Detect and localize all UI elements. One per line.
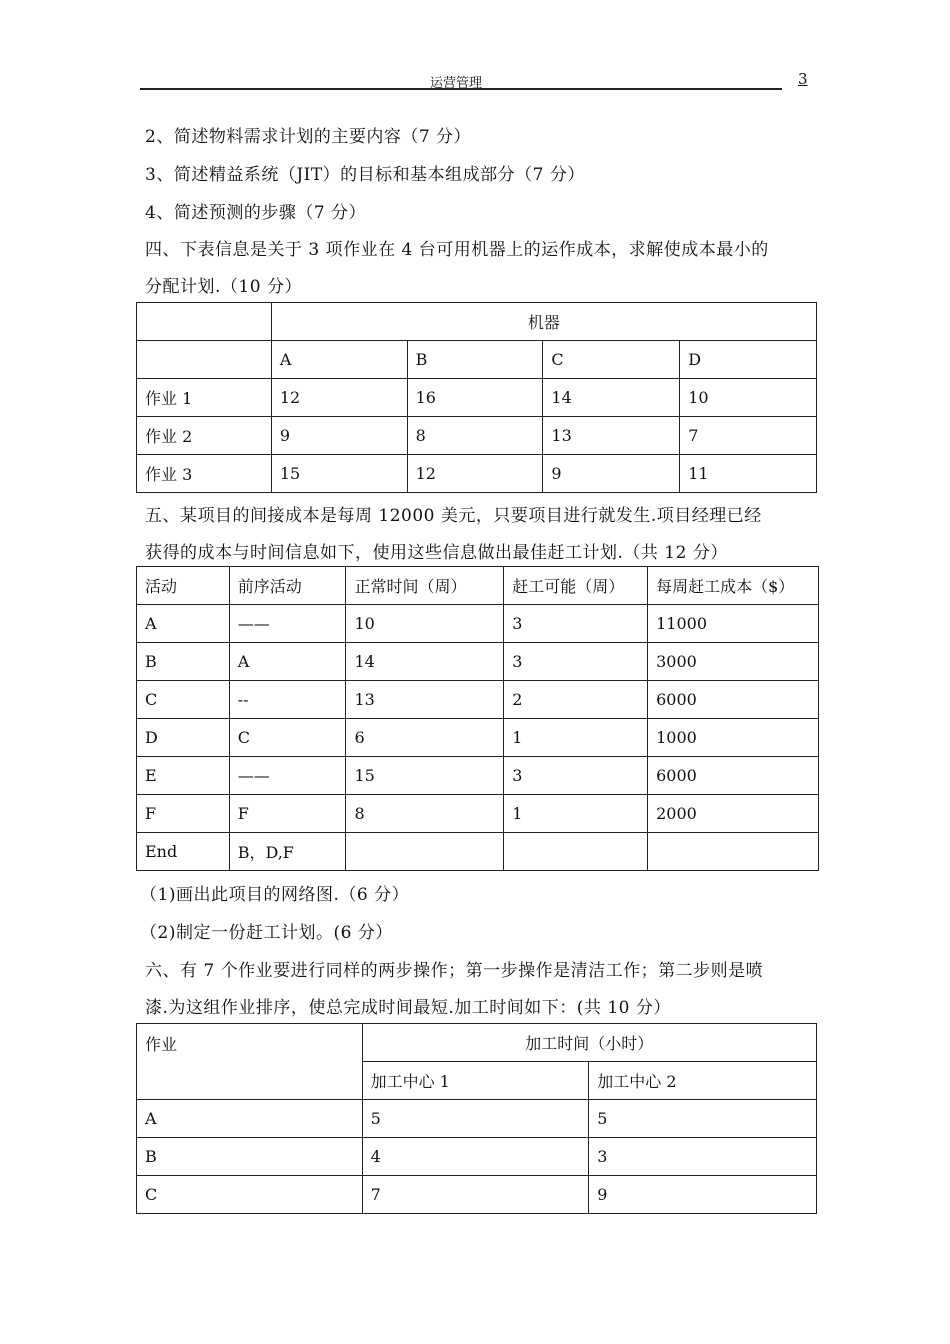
table-cell: 9 (589, 1176, 817, 1214)
row-label: 作业 2 (137, 417, 272, 455)
processing-group-header: 加工时间（小时） (362, 1024, 816, 1062)
table-row (137, 719, 819, 757)
table-cell: B，D,F (229, 833, 346, 871)
table-cell: A (229, 643, 346, 681)
table-cell: 11000 (648, 605, 819, 643)
table-cell: A (137, 1100, 363, 1138)
column-header: 加工中心 2 (589, 1062, 817, 1100)
table-cell: 2000 (648, 795, 819, 833)
table-row (137, 681, 819, 719)
table-cell: 6000 (648, 757, 819, 795)
column-header: C (543, 341, 680, 379)
column-header: 正常时间（周） (346, 567, 504, 605)
table-cell: C (137, 1176, 363, 1214)
machine-cost-table (136, 302, 817, 493)
table-cell (648, 833, 819, 871)
table-cell: 1000 (648, 719, 819, 757)
table-cell: 9 (271, 417, 407, 455)
processing-time-table (136, 1023, 817, 1214)
table-cell: D (137, 719, 230, 757)
table-cell: 12 (407, 455, 543, 493)
table-cell: 4 (362, 1138, 589, 1176)
table-cell: 3000 (648, 643, 819, 681)
table-cell: C (137, 681, 230, 719)
table-cell: 5 (362, 1100, 589, 1138)
table-row (137, 757, 819, 795)
table-cell: 11 (680, 455, 817, 493)
table-cell: F (137, 795, 230, 833)
section5-line1: 五、某项目的间接成本是每周 12000 美元，只要项目进行就发生.项目经理已经 (145, 506, 762, 526)
table-row (137, 795, 819, 833)
column-header: D (680, 341, 817, 379)
table-cell: 10 (680, 379, 817, 417)
section4-line1: 四、下表信息是关于 3 项作业在 4 台可用机器上的运作成本，求解使成本最小的 (145, 240, 769, 260)
machine-group-header: 机器 (271, 303, 816, 341)
job-header: 作业 (137, 1024, 363, 1100)
column-header: 赶工可能（周） (504, 567, 648, 605)
table-row (137, 379, 817, 417)
table-cell: -- (229, 681, 346, 719)
table-corner (137, 303, 272, 341)
column-header: 每周赶工成本（$） (648, 567, 819, 605)
table-cell: A (137, 605, 230, 643)
section5-sub2: （2)制定一份赶工计划。(6 分） (140, 923, 393, 943)
table-cell: 15 (346, 757, 504, 795)
section5-sub1: （1)画出此项目的网络图.（6 分） (140, 885, 410, 905)
table-row (137, 643, 819, 681)
table-row (137, 417, 817, 455)
table-cell: 12 (271, 379, 407, 417)
table-cell: F (229, 795, 346, 833)
table-cell: End (137, 833, 230, 871)
row-label: 作业 3 (137, 455, 272, 493)
column-header: 前序活动 (229, 567, 346, 605)
header-rule (140, 88, 782, 90)
table-row (137, 833, 819, 871)
table-row (137, 605, 819, 643)
table-cell: 9 (543, 455, 680, 493)
table-cell: —— (229, 605, 346, 643)
page-number: 3 (798, 70, 808, 88)
table-cell: —— (229, 757, 346, 795)
table-row (137, 455, 817, 493)
column-header: B (407, 341, 543, 379)
table-cell: 3 (589, 1138, 817, 1176)
column-header: A (271, 341, 407, 379)
table-cell: 3 (504, 757, 648, 795)
table-cell (504, 833, 648, 871)
question-3: 3、简述精益系统（JIT）的目标和基本组成部分（7 分） (145, 165, 585, 185)
question-4: 4、简述预测的步骤（7 分） (145, 203, 367, 223)
table-cell: 1 (504, 795, 648, 833)
table-cell: 16 (407, 379, 543, 417)
table-row (137, 1100, 817, 1138)
table-cell: 1 (504, 719, 648, 757)
table-cell: E (137, 757, 230, 795)
header-title: 运营管理 (430, 76, 483, 91)
table-cell: 15 (271, 455, 407, 493)
table-cell: 3 (504, 643, 648, 681)
table-cell: 13 (346, 681, 504, 719)
table-row (137, 1138, 817, 1176)
row-label: 作业 1 (137, 379, 272, 417)
table-cell: 2 (504, 681, 648, 719)
table-cell: 6000 (648, 681, 819, 719)
table-cell: C (229, 719, 346, 757)
table-cell (346, 833, 504, 871)
table-cell: 7 (362, 1176, 589, 1214)
table-cell: 6 (346, 719, 504, 757)
section5-line2: 获得的成本与时间信息如下，使用这些信息做出最佳赶工计划.（共 12 分） (145, 543, 728, 563)
table-cell: B (137, 1138, 363, 1176)
table-cell: 5 (589, 1100, 817, 1138)
table-cell: 10 (346, 605, 504, 643)
column-header: 活动 (137, 567, 230, 605)
section6-line1: 六、有 7 个作业要进行同样的两步操作；第一步操作是清洁工作；第二步则是喷 (145, 961, 764, 981)
question-2: 2、简述物料需求计划的主要内容（7 分） (145, 127, 472, 147)
column-header: 加工中心 1 (362, 1062, 589, 1100)
table-cell: 14 (543, 379, 680, 417)
table-cell: 3 (504, 605, 648, 643)
section6-line2: 漆.为这组作业排序，使总完成时间最短.加工时间如下：(共 10 分） (145, 998, 671, 1018)
activity-crash-table (136, 566, 819, 871)
table-cell: 7 (680, 417, 817, 455)
table-row (137, 1176, 817, 1214)
table-corner (137, 341, 272, 379)
table-cell: 14 (346, 643, 504, 681)
table-cell: 8 (346, 795, 504, 833)
table-cell: 13 (543, 417, 680, 455)
section4-line2: 分配计划.（10 分） (145, 277, 302, 297)
table-cell: 8 (407, 417, 543, 455)
table-cell: B (137, 643, 230, 681)
